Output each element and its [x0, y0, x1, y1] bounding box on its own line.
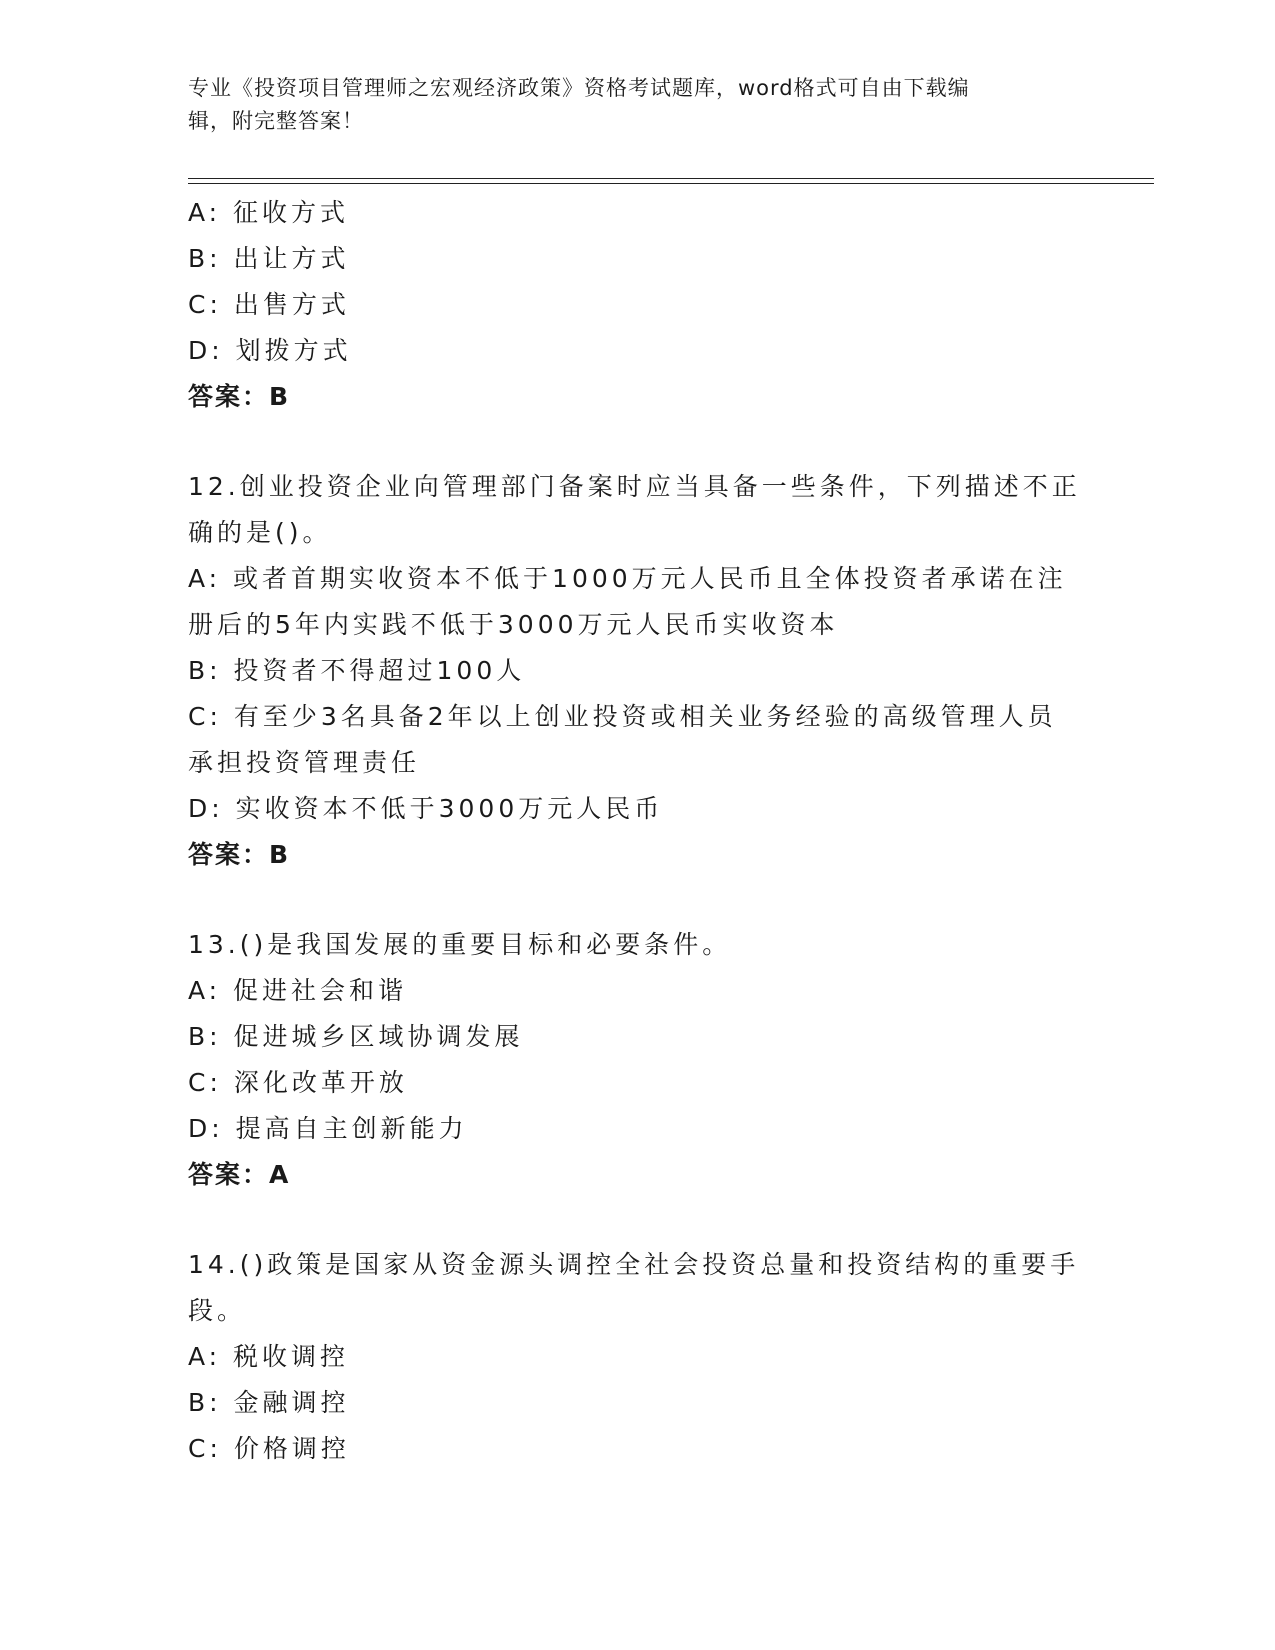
header-line-1: 专业《投资项目管理师之宏观经济政策》资格考试题库，word格式可自由下载编: [188, 76, 970, 100]
option-b: B: 投资者不得超过100人: [188, 656, 526, 685]
option-a: A: 促进社会和谐: [188, 976, 408, 1005]
header-divider-bottom: [188, 183, 1154, 184]
question-stem-cont: 确的是()。: [188, 518, 332, 547]
option-c: C: 有至少3名具备2年以上创业投资或相关业务经验的高级管理人员: [188, 702, 1057, 731]
option-c: C: 深化改革开放: [188, 1068, 408, 1097]
option-a: A: 征收方式: [188, 198, 350, 227]
document-header: [188, 72, 1088, 138]
question-11: [188, 190, 1088, 420]
question-stem: 14.()政策是国家从资金源头调控全社会投资总量和投资结构的重要手: [188, 1250, 1080, 1279]
answer: 答案：B: [188, 382, 291, 411]
answer: 答案：B: [188, 840, 291, 869]
option-a-cont: 册后的5年内实践不低于3000万元人民币实收资本: [188, 610, 839, 639]
option-d: D: 提高自主创新能力: [188, 1114, 468, 1143]
option-b: B: 出让方式: [188, 244, 350, 273]
option-b: B: 促进城乡区域协调发展: [188, 1022, 524, 1051]
document-body: [188, 190, 1088, 1472]
option-d: D: 实收资本不低于3000万元人民币: [188, 794, 664, 823]
option-a: A: 税收调控: [188, 1342, 350, 1371]
option-d: D: 划拨方式: [188, 336, 352, 365]
question-stem-cont: 段。: [188, 1296, 247, 1325]
header-line-2: 辑，附完整答案！: [188, 109, 364, 133]
answer: 答案：A: [188, 1160, 291, 1189]
question-12: [188, 464, 1088, 878]
question-stem: 13.()是我国发展的重要目标和必要条件。: [188, 930, 732, 959]
question-stem: 12.创业投资企业向管理部门备案时应当具备一些条件，下列描述不正: [188, 472, 1081, 501]
option-a: A: 或者首期实收资本不低于1000万元人民币且全体投资者承诺在注: [188, 564, 1067, 593]
option-c: C: 出售方式: [188, 290, 350, 319]
question-14: [188, 1242, 1088, 1472]
option-c: C: 价格调控: [188, 1434, 350, 1463]
question-13: [188, 922, 1088, 1198]
option-c-cont: 承担投资管理责任: [188, 748, 421, 777]
header-divider-top: [188, 178, 1154, 179]
option-b: B: 金融调控: [188, 1388, 350, 1417]
